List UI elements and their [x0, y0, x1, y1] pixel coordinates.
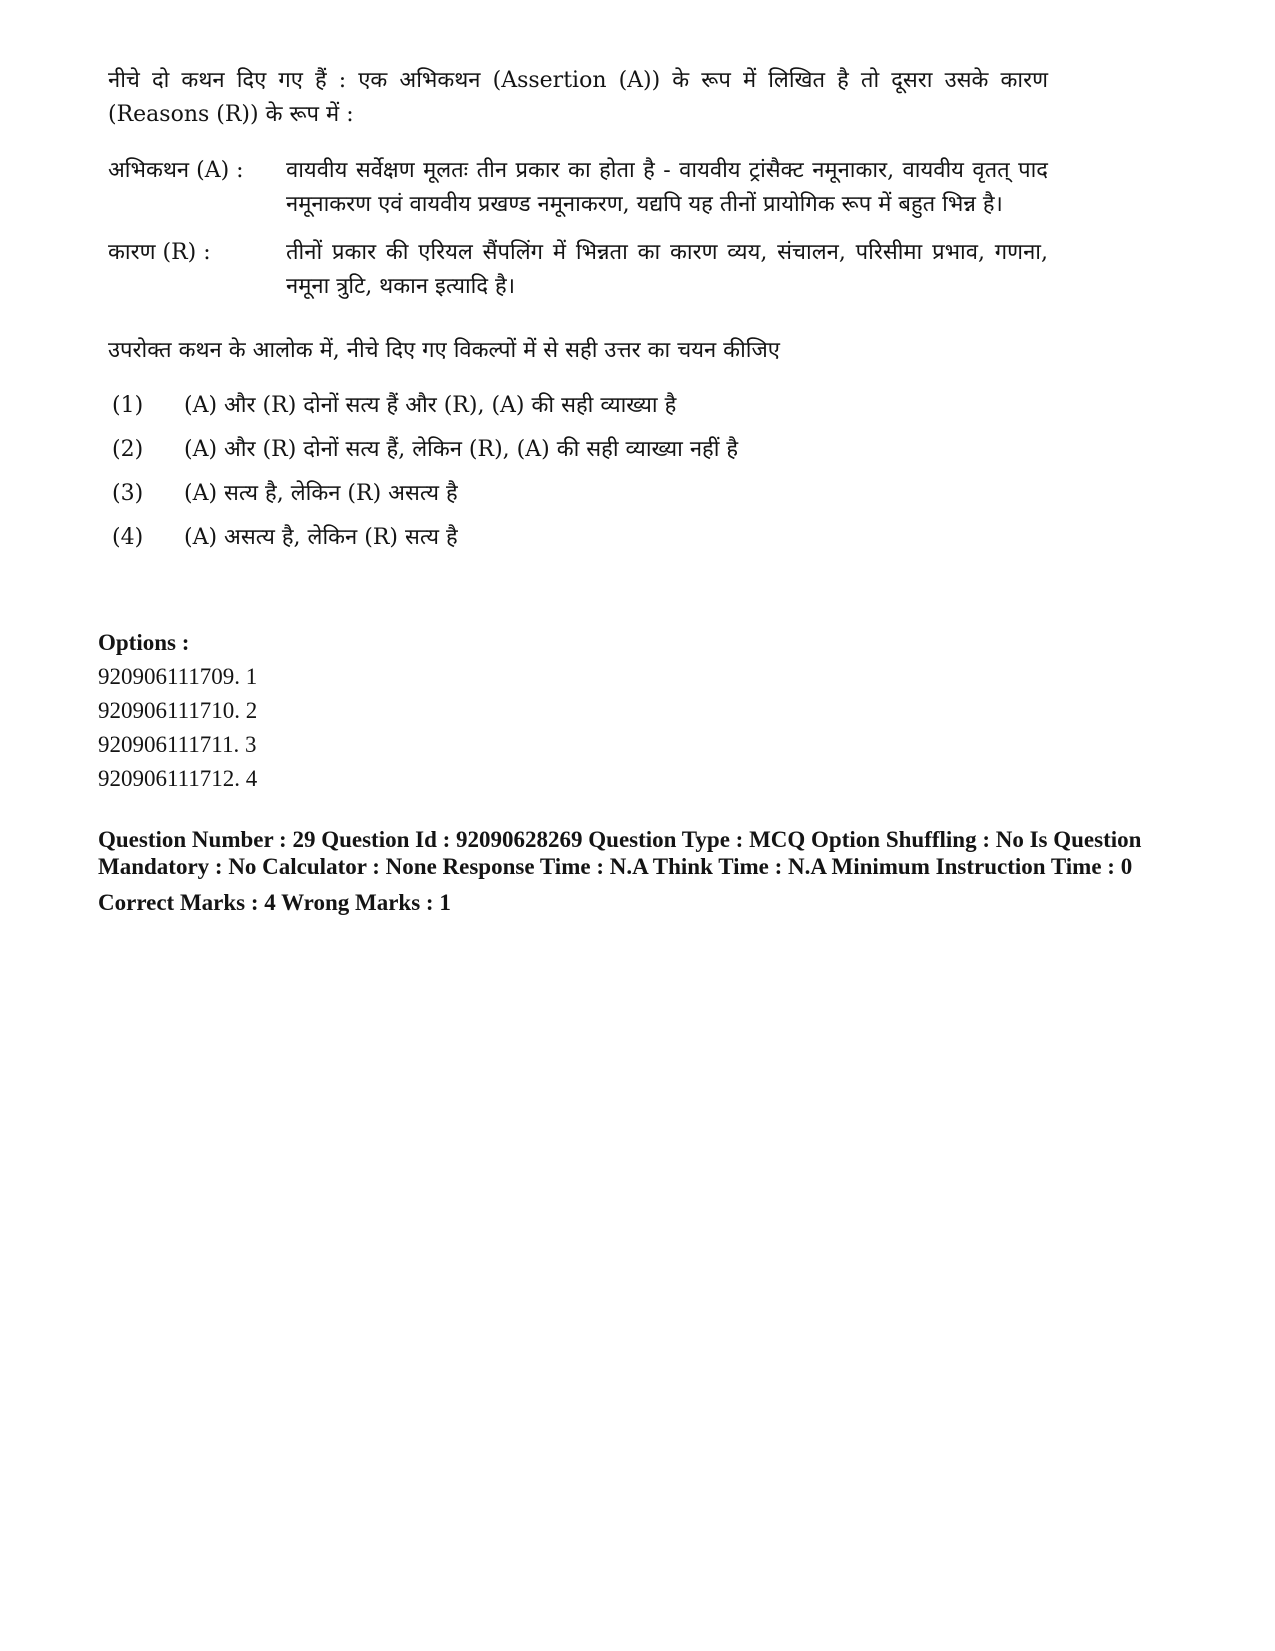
- choice-number: (1): [112, 393, 144, 418]
- choice-number: (4): [112, 525, 144, 550]
- reason-text: तीनों प्रकार की एरियल सैंपलिंग में भिन्नता का कारण व्यय, संचालन, परिसीमा प्रभाव, गणना, नमूना त्रुटि, थकान इत्यादि है।: [286, 240, 1048, 299]
- next-question-info: Question Number : 29 Question Id : 92090628269 Question Type : MCQ Option Shuffling : No Is Question Mandatory : No Calculator : None Response Time : N.A Think Time : N.A Minimum Instruction Time : 0: [98, 827, 1142, 879]
- question-intro: नीचे दो कथन दिए गए हैं : एक अभिकथन (Assertion (A)) के रूप में लिखित है तो दूसरा उसके कारण (Reasons (R)) के रूप में :: [108, 68, 1048, 127]
- choice-text: (A) और (R) दोनों सत्य हैं और (R), (A) की सही व्याख्या है: [184, 393, 677, 418]
- option-id-item: 920906111712. 4: [98, 766, 258, 791]
- question-instruction: उपरोक्त कथन के आलोक में, नीचे दिए गए विकल्पों में से सही उत्तर का चयन कीजिए: [108, 338, 780, 363]
- question-metadata: [98, 626, 1158, 920]
- reason-row: [108, 236, 1048, 304]
- choice-item: [108, 384, 1048, 428]
- choice-number: (2): [112, 437, 144, 462]
- choice-list: [108, 384, 1048, 560]
- choice-text: (A) और (R) दोनों सत्य हैं, लेकिन (R), (A) की सही व्याख्या नहीं है: [184, 437, 739, 462]
- next-question-marks: Correct Marks : 4 Wrong Marks : 1: [98, 890, 451, 915]
- assertion-label: अभिकथन (A) :: [108, 158, 244, 183]
- option-id-item: 920906111709. 1: [98, 664, 258, 689]
- question-image-block: [108, 64, 1048, 560]
- choice-text: (A) असत्य है, लेकिन (R) सत्य है: [184, 525, 458, 550]
- choice-item: [108, 472, 1048, 516]
- assertion-row: [108, 154, 1048, 222]
- choice-text: (A) सत्य है, लेकिन (R) असत्य है: [184, 481, 458, 506]
- choice-item: [108, 428, 1048, 472]
- choice-item: [108, 516, 1048, 560]
- choice-number: (3): [112, 481, 144, 506]
- assertion-text: वायवीय सर्वेक्षण मूलतः तीन प्रकार का होता है - वायवीय ट्रांसैक्ट नमूनाकार, वायवीय वृतत् पाद नमूनाकरण एवं वायवीय प्रखण्ड नमूनाकरण, यद्यपि यह तीनों प्रायोगिक रूप में बहुत भिन्न है।: [286, 158, 1048, 217]
- options-heading: Options :: [98, 630, 190, 655]
- reason-label: कारण (R) :: [108, 240, 211, 265]
- option-id-item: 920906111710. 2: [98, 698, 258, 723]
- option-id-item: 920906111711. 3: [98, 732, 257, 757]
